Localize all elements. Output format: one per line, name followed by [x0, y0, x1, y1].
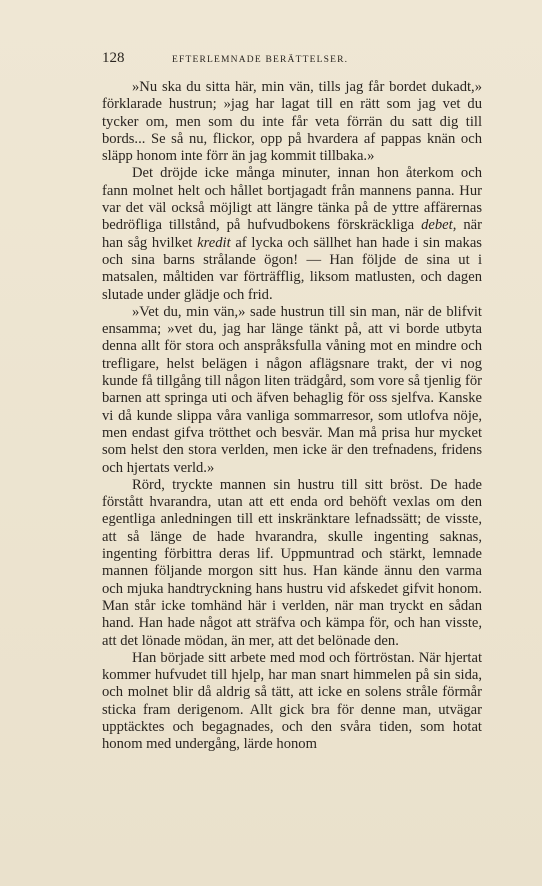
paragraph-text: Det dröjde icke många minuter, innan hon återkom och fann molnet helt och hållet bortjagadt från mannens panna. Hur var det väl också möjligt att längre tänka på de yttre affärernas bedröfliga tillstånd, på hufvudbokens förskräckliga: [102, 165, 482, 234]
paragraph-text: »Nu ska du sitta här, min vän, tills jag får bordet dukadt,» förklarade hustrun; »jag har lagat till en rätt som jag vet du tycker om, men som du inte får veta förrän du satt dig till bords... Se så nu, flickor, opp på hvardera af pappas knän och släpp honom inte förr än jag kommit tillbaka.»: [102, 79, 482, 165]
page-number: 128: [102, 50, 125, 66]
paragraph-text: när han såg hvilket: [102, 217, 482, 251]
paragraph-1: [102, 79, 482, 165]
paragraph-3: [102, 304, 482, 477]
paragraph-5: [102, 650, 482, 754]
italic-term-debet: debet,: [421, 217, 457, 234]
paragraph-text: »Vet du, min vän,» sade hustrun till sin man, när de blifvit ensamma; »vet du, jag har länge tänkt på, att vi borde utbyta denna allt för stora och anspråksfulla våning mot en mindre och trefligare, helst belägen i någon aflägsnare trakt, der vi nog kunde få tillgång till någon liten trädgård, som vore så tjenlig för barnen att springa uti och äfven behaglig för oss sjelfva. Kanske vi då kunde slippa våra vanliga sommarresor, som utlofva nöje, men endast gifva trötthet och besvär. Man må prisa hur mycket som helst den stora verlden, men icke är den trefnadens, fridens och hjertats verld.»: [102, 303, 482, 476]
italic-term-kredit: kredit: [197, 234, 231, 251]
paragraph-text: Han började sitt arbete med mod och förtröstan. När hjertat kommer hufvudet till hjelp, har man snart himmelen på sin sida, och molnet blir då aldrig så tätt, att icke en solens stråle förmår sticka fram derigenom. Allt gick bra för denne man, utvägar upptäcktes och begagnades, och den svåra tiden, som hotat honom med undergång, lärde honom: [102, 649, 482, 753]
paragraph-4: [102, 477, 482, 650]
paragraph-text: Rörd, tryckte mannen sin hustru till sitt bröst. De hade förstått hvarandra, utan att ett enda ord behöft vexlas om den egentliga anledningen till ett inskränktare lefnadssätt; de visste, att så länge de hade hvarandra, skulle ingenting saknas, ingenting förbittra deras lif. Uppmuntrad och stärkt, lemnade mannen följande morgon sitt hus. Han kände ännu den varma och mjuka handtryckning hans hustru vid afskedet gifvit honom. Man står icke tomhänd här i verlden, när man tryckt en sådan hand. Han hade något att sträfva och kämpa för, och han visste, att det lönade mödan, än mer, att det belönade den.: [102, 476, 482, 649]
body-text: [102, 79, 482, 754]
page-header: [102, 50, 482, 74]
paragraph-2: [102, 165, 482, 303]
running-head: EFTERLEMNADE BERÄTTELSER.: [172, 55, 349, 65]
paragraph-text: af lycka och sällhet han hade i sin makas och sina barns strålande ögon! — Han följde de sina ut i matsalen, måltiden var förträfflig, liksom matlusten, och dagen slutade under glädje och frid.: [102, 234, 482, 303]
